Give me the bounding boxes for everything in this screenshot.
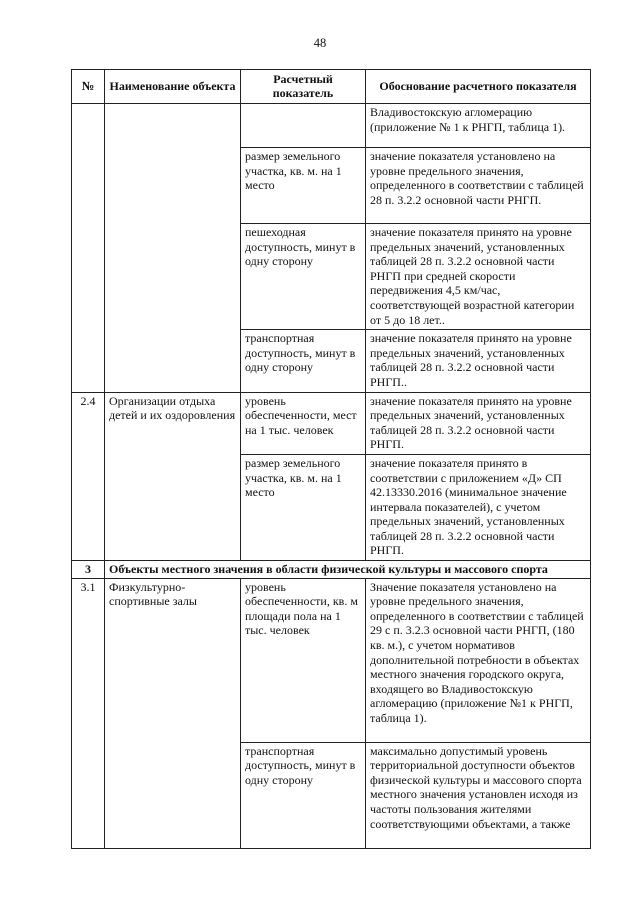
row-indicator-cell: уровень обеспеченности, мест на 1 тыс. человек bbox=[241, 392, 366, 454]
section-row bbox=[72, 561, 591, 579]
row-object-name-cell: Организации отдыха детей и их оздоровления bbox=[105, 392, 241, 561]
row-indicator-cell: размер земельного участка, кв. м. на 1 место bbox=[241, 148, 366, 224]
row-number-cell: 2.4 bbox=[72, 392, 105, 561]
page-number: 48 bbox=[313, 36, 327, 50]
row-number-cell: 3.1 bbox=[72, 578, 105, 848]
row-indicator-cell bbox=[241, 104, 366, 148]
row-justification-cell: Значение показателя установлено на уровне предельного значения, определенного в соответствии с таблицей 29 с п. 3.2.3 основной части РНГП, (180 кв. м.), с учетом нормативов дополнительной потребности в объектах местного значения городского округа, входящего во Владивостокскую агломерацию (приложение №1 к РНГП, таблица 1). bbox=[366, 578, 591, 742]
table-header-row bbox=[72, 70, 591, 104]
row-indicator-cell: транспортная доступность, минут в одну сторону bbox=[241, 330, 366, 392]
row-indicator-cell: транспортная доступность, минут в одну сторону bbox=[241, 742, 366, 848]
row-object-name-cell: Физкультурно-спортивные залы bbox=[105, 578, 241, 848]
header-justification: Обоснование расчетного показателя bbox=[366, 70, 591, 104]
row-number-cell bbox=[72, 104, 105, 393]
header-number: № bbox=[72, 70, 105, 104]
row-justification-cell: значение показателя принято на уровне предельных значений, установленных таблицей 28 п. 3.2.2 основной части РНГП.. bbox=[366, 330, 591, 392]
row-justification-cell: максимально допустимый уровень территориальной доступности объектов физической культуры и массового спорта местного значения установлен исходя из частоты пользования жителями соответствующими объектами, а также bbox=[366, 742, 591, 848]
header-indicator: Расчетный показатель bbox=[241, 70, 366, 104]
row-justification-cell: значение показателя принято на уровне предельных значений, установленных таблицей 28 п. 3.2.2 основной части РНГП. bbox=[366, 392, 591, 454]
table-row bbox=[72, 104, 591, 148]
table-row bbox=[72, 392, 591, 454]
header-object-name: Наименование объекта bbox=[105, 70, 241, 104]
row-justification-cell: значение показателя принято на уровне предельных значений, установленных таблицей 28 п. 3.2.2 основной части РНГП при средней скорости передвижения 4,5 км/час, соответствующей возрастной категории от 5 до 18 лет.. bbox=[366, 224, 591, 330]
row-indicator-cell: пешеходная доступность, минут в одну сторону bbox=[241, 224, 366, 330]
row-justification-cell: Владивостокскую агломерацию (приложение № 1 к РНГП, таблица 1). bbox=[366, 104, 591, 148]
row-justification-cell: значение показателя принято в соответствии с приложением «Д» СП 42.13330.2016 (минимальное значение интервала показателей), с учетом предельных значений, установленных таблицей 28 п. 3.2.2 основной части РНГП. bbox=[366, 454, 591, 560]
row-indicator-cell: размер земельного участка, кв. м. на 1 место bbox=[241, 454, 366, 560]
table-row bbox=[72, 578, 591, 742]
section-number: 3 bbox=[72, 561, 105, 579]
row-object-name-cell bbox=[105, 104, 241, 393]
standards-table bbox=[71, 69, 591, 849]
section-title: Объекты местного значения в области физической культуры и массового спорта bbox=[105, 561, 591, 579]
row-indicator-cell: уровень обеспеченности, кв. м площади пола на 1 тыс. человек bbox=[241, 578, 366, 742]
row-justification-cell: значение показателя установлено на уровне предельного значения, определенного в соответствии с таблицей 28 п. 3.2.2 основной части РНГП. bbox=[366, 148, 591, 224]
